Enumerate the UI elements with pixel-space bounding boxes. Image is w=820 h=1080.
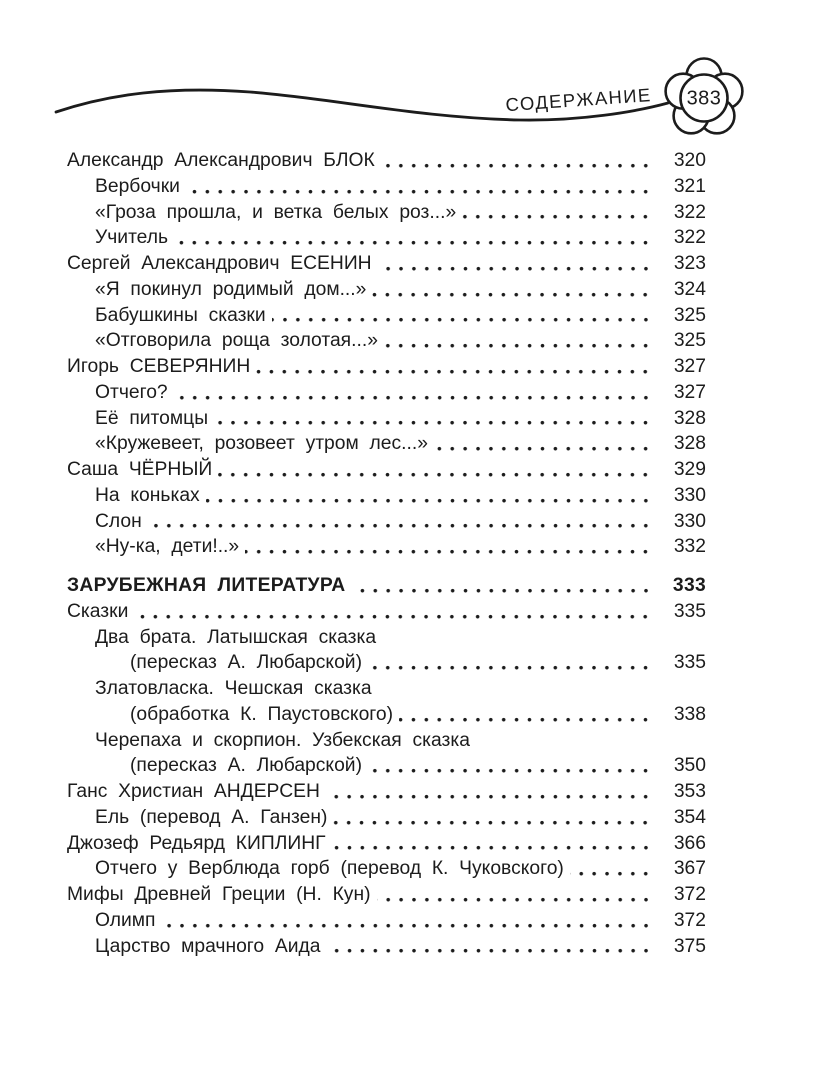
- toc-entry-page: 323: [673, 253, 706, 274]
- dot-leader: [218, 457, 652, 483]
- dot-leader: [174, 380, 652, 406]
- toc-entry: [67, 380, 706, 406]
- toc-entry-page: 335: [673, 600, 706, 622]
- dot-leader: [214, 406, 652, 432]
- toc-list: [0, 148, 820, 959]
- dot-leader: [332, 831, 652, 857]
- toc-entry: [67, 908, 706, 934]
- toc-entry: [67, 625, 706, 651]
- toc-entry: [67, 934, 706, 960]
- toc-entry-page: 350: [673, 755, 706, 777]
- toc-entry-page: 335: [673, 652, 706, 674]
- dot-leader: [326, 779, 652, 805]
- toc-entry-title: (обработка К. Паустовского): [130, 703, 394, 725]
- toc-entry-title: Ель (перевод А. Ганзен): [95, 806, 328, 828]
- toc-entry: [67, 277, 706, 303]
- dot-leader: [134, 599, 652, 625]
- toc-entry-page: 353: [673, 781, 706, 802]
- toc-entry: [67, 534, 706, 560]
- dot-leader: [272, 303, 652, 329]
- toc-entry-page: 325: [673, 304, 706, 326]
- toc-entry-page: [662, 728, 706, 754]
- toc-entry: [67, 573, 706, 599]
- toc-entry: [67, 650, 706, 676]
- toc-entry-page: 328: [673, 407, 706, 429]
- toc-entry-title: Бабушкины сказки: [95, 304, 266, 326]
- toc-entry-page: 332: [673, 536, 706, 558]
- toc-entry-title: Сказки: [67, 600, 129, 622]
- page-number-badge: [666, 59, 743, 134]
- dot-leader: [368, 650, 652, 676]
- toc-entry-title: Черепаха и скорпион. Узбекская сказка: [95, 729, 470, 751]
- toc-entry: [67, 753, 706, 779]
- toc-entry-title: Олимп: [95, 909, 156, 931]
- dot-leader: [434, 431, 652, 457]
- dot-leader: [378, 251, 652, 277]
- toc-entry-page: 366: [673, 832, 706, 854]
- dot-leader: [352, 573, 652, 599]
- toc-entry-title: «Гроза прошла, и ветка белых роз...»: [95, 201, 457, 223]
- toc-entry-page: 330: [673, 510, 706, 532]
- toc-entry-title: Два брата. Латышская сказка: [95, 626, 377, 648]
- toc-entry-page: 333: [672, 575, 706, 596]
- toc-entry: [67, 431, 706, 457]
- toc-entry-page: 322: [673, 201, 706, 223]
- toc-entry-title: ЗАРУБЕЖНАЯ ЛИТЕРАТУРА: [67, 575, 346, 596]
- toc-entry-title: На коньках: [95, 484, 200, 506]
- toc-entry-page: 324: [673, 278, 706, 300]
- dot-leader: [174, 225, 652, 251]
- dot-leader: [570, 856, 652, 882]
- toc-entry-title: Ганс Христиан АНДЕРСЕН: [67, 781, 320, 802]
- toc-entry-page: 322: [673, 227, 706, 249]
- toc-entry-page: 321: [673, 175, 706, 197]
- dot-leader: [256, 354, 652, 380]
- toc-entry: [67, 174, 706, 200]
- toc-entry-title: Слон: [95, 510, 142, 532]
- toc-entry-title: Вербочки: [95, 175, 180, 197]
- dot-leader: [206, 483, 652, 509]
- toc-entry: [67, 702, 706, 728]
- toc-entry: [67, 406, 706, 432]
- toc-entry: [67, 457, 706, 483]
- toc-entry-title: Отчего у Верблюда горб (перевод К. Чуковского): [95, 858, 564, 880]
- dot-leader: [327, 934, 652, 960]
- toc-entry: [67, 483, 706, 509]
- dot-leader: [368, 753, 652, 779]
- dot-leader: [162, 908, 653, 934]
- toc-entry-page: 330: [673, 484, 706, 506]
- toc-entry-title: Александр Александрович БЛОК: [67, 150, 375, 171]
- toc-entry: [67, 779, 706, 805]
- toc-entry: [67, 225, 706, 251]
- toc-entry-title: Её питомцы: [95, 407, 209, 429]
- toc-entry-title: «Отговорила роща золотая...»: [95, 330, 378, 352]
- dot-leader: [399, 702, 652, 728]
- toc-entry: [67, 805, 706, 831]
- toc-entry-title: Царство мрачного Аида: [95, 935, 321, 957]
- toc-entry-page: 354: [673, 806, 706, 828]
- toc-entry-title: Игорь СЕВЕРЯНИН: [67, 356, 251, 377]
- header-title: СОДЕРЖАНИЕ: [504, 84, 653, 116]
- toc-entry: [67, 509, 706, 535]
- dot-leader: [333, 805, 652, 831]
- page-header: [0, 0, 820, 148]
- toc-entry-title: Отчего?: [95, 381, 168, 403]
- toc-entry-title: Сергей Александрович ЕСЕНИН: [67, 253, 372, 274]
- toc-entry: [67, 856, 706, 882]
- toc-entry: [67, 882, 706, 908]
- toc-entry: [67, 831, 706, 857]
- toc-entry: [67, 148, 706, 174]
- toc-entry: [67, 328, 706, 354]
- toc-entry: [67, 599, 706, 625]
- header-art: [0, 0, 820, 148]
- toc-entry-title: (пересказ А. Любарской): [130, 652, 362, 674]
- toc-entry-page: 329: [673, 459, 706, 480]
- toc-entry-page: 327: [673, 356, 706, 377]
- dot-leader: [381, 148, 652, 174]
- dot-leader: [377, 882, 652, 908]
- toc-entry: [67, 728, 706, 754]
- dot-leader: [245, 534, 652, 560]
- toc-entry-title: Златовласка. Чешская сказка: [95, 678, 372, 699]
- toc-entry-page: 372: [673, 909, 706, 931]
- toc-entry: [67, 200, 706, 226]
- toc-entry-page: 367: [673, 858, 706, 880]
- toc-entry-title: Мифы Древней Греции (Н. Кун): [67, 884, 371, 905]
- toc-entry-page: 327: [673, 381, 706, 403]
- toc-entry-title: «Кружевеет, розовеет утром лес...»: [95, 433, 428, 455]
- toc-entry-page: 320: [673, 150, 706, 171]
- toc-entry: [67, 676, 706, 702]
- toc-entry-page: 372: [673, 884, 706, 905]
- toc-entry-page: 338: [673, 703, 706, 725]
- dot-leader: [372, 277, 652, 303]
- dot-leader: [186, 174, 652, 200]
- toc-entry-title: Учитель: [95, 227, 169, 249]
- dot-leader: [462, 200, 652, 226]
- header-page-number: 383: [686, 87, 722, 110]
- toc-entry-page: 375: [673, 935, 706, 957]
- toc-entry-page: [662, 625, 706, 651]
- toc-entry: [67, 251, 706, 277]
- dot-leader: [148, 509, 652, 535]
- toc-entry: [67, 354, 706, 380]
- toc-entry: [67, 303, 706, 329]
- toc-entry-page: 328: [673, 433, 706, 455]
- toc-entry-title: (пересказ А. Любарской): [130, 755, 362, 777]
- toc-entry-title: «Я покинул родимый дом...»: [95, 278, 367, 300]
- toc-entry-title: «Ну-ка, дети!..»: [95, 536, 240, 558]
- toc-entry-page: [662, 676, 706, 702]
- dot-leader: [384, 328, 652, 354]
- toc-entry-title: Джозеф Редьярд КИПЛИНГ: [67, 832, 326, 854]
- toc-entry-page: 325: [673, 330, 706, 352]
- toc-entry-title: Саша ЧЁРНЫЙ: [67, 459, 213, 480]
